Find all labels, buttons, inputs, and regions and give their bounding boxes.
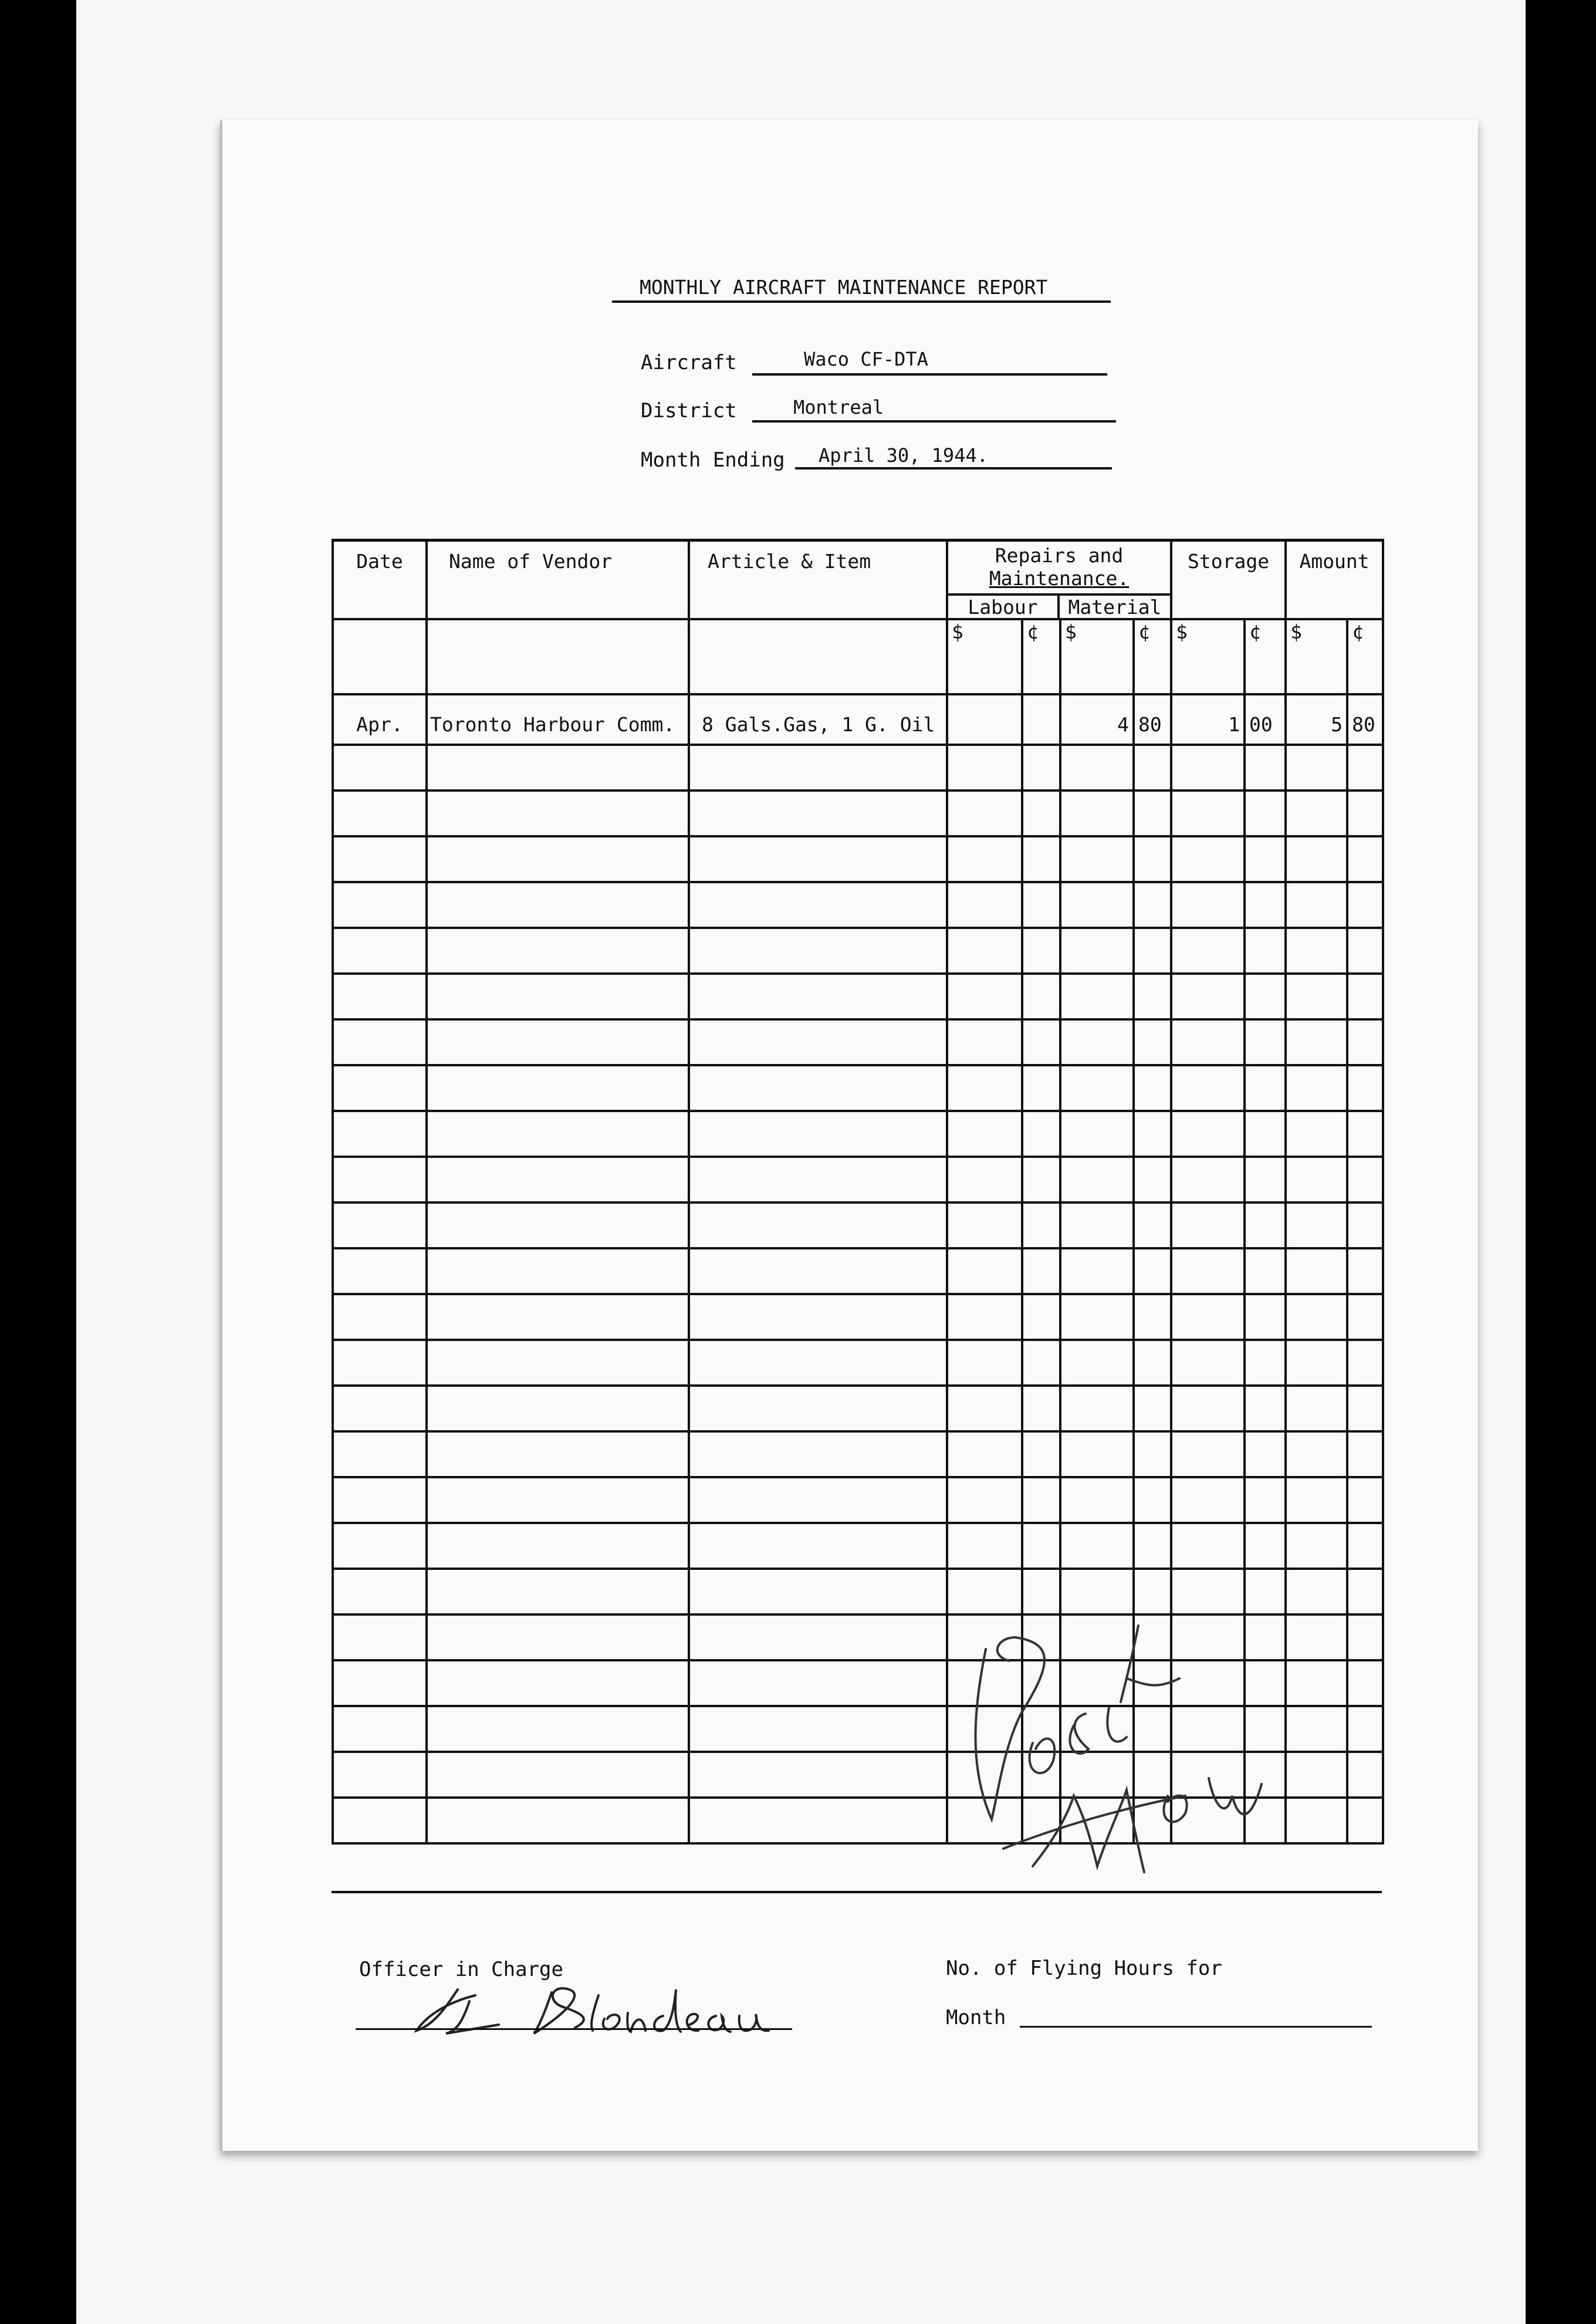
table-cell bbox=[1134, 1019, 1171, 1065]
table-cell bbox=[333, 745, 427, 791]
table-cell bbox=[333, 1614, 427, 1660]
table-cell bbox=[1347, 836, 1383, 882]
district-underline bbox=[752, 420, 1116, 423]
table-cell bbox=[1245, 1202, 1286, 1248]
table-cell bbox=[1286, 1706, 1347, 1752]
table-cell bbox=[1171, 1340, 1245, 1386]
table-cell bbox=[1060, 1019, 1134, 1065]
table-cell bbox=[427, 1340, 689, 1386]
table-cell bbox=[1171, 928, 1245, 974]
table-cell bbox=[1060, 745, 1134, 791]
table-cell bbox=[1245, 1157, 1286, 1202]
table-row bbox=[333, 1111, 1383, 1157]
posted-handwriting bbox=[933, 1573, 1285, 1878]
date-header: Date bbox=[333, 541, 427, 620]
table-cell bbox=[1347, 1202, 1383, 1248]
table-cell bbox=[1022, 1157, 1060, 1202]
row-vendor: Toronto Harbour Comm. bbox=[427, 694, 689, 745]
table-cell bbox=[1347, 1798, 1383, 1843]
table-cell bbox=[1245, 1523, 1286, 1569]
table-cell bbox=[1134, 745, 1171, 791]
table-cell bbox=[1347, 1340, 1383, 1386]
table-cell bbox=[1286, 1111, 1347, 1157]
table-cell bbox=[1245, 882, 1286, 928]
table-cell bbox=[333, 1386, 427, 1431]
table-cell bbox=[1347, 791, 1383, 836]
table-cell bbox=[333, 928, 427, 974]
table-cell bbox=[1286, 1477, 1347, 1523]
table-cell bbox=[1286, 1660, 1347, 1706]
table-cell bbox=[947, 1157, 1022, 1202]
table-cell bbox=[1286, 1798, 1347, 1843]
row-material-dollars: 4 bbox=[1060, 694, 1134, 745]
table-cell bbox=[427, 1431, 689, 1477]
table-cell bbox=[427, 928, 689, 974]
table-cell bbox=[1022, 974, 1060, 1019]
cent-sign: ¢ bbox=[1245, 619, 1286, 694]
table-cell bbox=[427, 745, 689, 791]
table-cell bbox=[1134, 1294, 1171, 1340]
row-labour-cents bbox=[1022, 694, 1060, 745]
table-cell bbox=[1060, 836, 1134, 882]
table-cell bbox=[1060, 1523, 1134, 1569]
table-cell bbox=[1286, 928, 1347, 974]
table-cell bbox=[1060, 1248, 1134, 1294]
cent-sign: ¢ bbox=[1134, 619, 1171, 694]
table-cell bbox=[947, 974, 1022, 1019]
table-cell bbox=[333, 1340, 427, 1386]
table-cell bbox=[427, 1248, 689, 1294]
table-cell bbox=[689, 1202, 947, 1248]
table-cell bbox=[1171, 1294, 1245, 1340]
table-cell bbox=[1245, 928, 1286, 974]
table-cell bbox=[689, 1798, 947, 1843]
table-cell bbox=[333, 974, 427, 1019]
table-cell bbox=[1134, 1202, 1171, 1248]
table-cell bbox=[1134, 791, 1171, 836]
table-row bbox=[333, 1019, 1383, 1065]
title-underline bbox=[612, 300, 1111, 303]
table-cell bbox=[333, 1248, 427, 1294]
table-cell bbox=[1347, 1660, 1383, 1706]
table-cell bbox=[1245, 974, 1286, 1019]
table-cell bbox=[1022, 1340, 1060, 1386]
table-row bbox=[333, 1157, 1383, 1202]
table-cell bbox=[427, 1752, 689, 1798]
month-ending-value: April 30, 1944. bbox=[819, 444, 988, 467]
table-cell bbox=[333, 1202, 427, 1248]
table-cell bbox=[1060, 882, 1134, 928]
table-cell bbox=[689, 1248, 947, 1294]
table-row bbox=[333, 928, 1383, 974]
table-cell bbox=[689, 1065, 947, 1111]
table-cell bbox=[1060, 1202, 1134, 1248]
table-cell bbox=[1347, 928, 1383, 974]
table-cell bbox=[1022, 1111, 1060, 1157]
labour-header: Labour bbox=[948, 596, 1060, 618]
table-cell bbox=[333, 836, 427, 882]
table-cell bbox=[1134, 882, 1171, 928]
table-cell bbox=[1171, 1065, 1245, 1111]
table-cell bbox=[427, 1523, 689, 1569]
table-cell bbox=[1347, 1569, 1383, 1614]
table-cell bbox=[1060, 1431, 1134, 1477]
table-cell bbox=[1022, 836, 1060, 882]
table-cell bbox=[689, 1019, 947, 1065]
district-label: District bbox=[641, 399, 737, 423]
table-row bbox=[333, 1248, 1383, 1294]
table-cell bbox=[333, 1157, 427, 1202]
dollar-sign: $ bbox=[1286, 619, 1347, 694]
flying-hours-line bbox=[1020, 2026, 1372, 2028]
aircraft-value: Waco CF-DTA bbox=[804, 348, 928, 370]
table-cell bbox=[427, 1386, 689, 1431]
table-cell bbox=[1245, 1065, 1286, 1111]
table-cell bbox=[1347, 882, 1383, 928]
table-cell bbox=[1347, 974, 1383, 1019]
table-cell bbox=[1134, 1065, 1171, 1111]
table-cell bbox=[1245, 1477, 1286, 1523]
table-cell bbox=[1060, 1111, 1134, 1157]
table-cell bbox=[1022, 928, 1060, 974]
table-cell bbox=[1347, 1294, 1383, 1340]
table-cell bbox=[1060, 1386, 1134, 1431]
row-storage-dollars: 1 bbox=[1171, 694, 1245, 745]
table-cell bbox=[1022, 1019, 1060, 1065]
table-cell bbox=[1245, 791, 1286, 836]
table-cell bbox=[1022, 791, 1060, 836]
table-cell bbox=[427, 1614, 689, 1660]
table-cell bbox=[1171, 882, 1245, 928]
table-cell bbox=[1286, 1569, 1347, 1614]
table-cell bbox=[1347, 1019, 1383, 1065]
table-cell bbox=[1060, 928, 1134, 974]
storage-header: Storage bbox=[1171, 541, 1286, 620]
table-row bbox=[333, 1431, 1383, 1477]
table-cell bbox=[1171, 1157, 1245, 1202]
table-cell bbox=[1347, 1752, 1383, 1798]
table-cell bbox=[947, 1202, 1022, 1248]
table-cell bbox=[947, 928, 1022, 974]
table-cell bbox=[689, 1477, 947, 1523]
table-cell bbox=[689, 1340, 947, 1386]
table-cell bbox=[1245, 836, 1286, 882]
table-cell bbox=[333, 1111, 427, 1157]
table-cell bbox=[689, 1569, 947, 1614]
table-cell bbox=[1022, 1294, 1060, 1340]
table-cell bbox=[427, 791, 689, 836]
table-cell bbox=[947, 1248, 1022, 1294]
table-cell bbox=[1022, 882, 1060, 928]
currency-row bbox=[333, 619, 1383, 694]
table-cell bbox=[427, 1294, 689, 1340]
table-cell bbox=[333, 1798, 427, 1843]
table-cell bbox=[1286, 836, 1347, 882]
repairs-header bbox=[947, 541, 1171, 620]
table-cell bbox=[1134, 1248, 1171, 1294]
table-cell bbox=[947, 745, 1022, 791]
table-cell bbox=[1245, 1019, 1286, 1065]
table-cell bbox=[427, 1477, 689, 1523]
table-cell bbox=[689, 1111, 947, 1157]
table-cell bbox=[1134, 1386, 1171, 1431]
row-article: 8 Gals.Gas, 1 G. Oil bbox=[689, 694, 947, 745]
cent-sign: ¢ bbox=[1347, 619, 1383, 694]
table-cell bbox=[1171, 791, 1245, 836]
row-date: Apr. bbox=[333, 694, 427, 745]
repairs-header-line1: Repairs and bbox=[995, 544, 1124, 567]
table-cell bbox=[1060, 791, 1134, 836]
table-cell bbox=[333, 1431, 427, 1477]
table-cell bbox=[947, 1477, 1022, 1523]
table-cell bbox=[1347, 1614, 1383, 1660]
table-cell bbox=[1022, 1523, 1060, 1569]
table-cell bbox=[1347, 745, 1383, 791]
table-cell bbox=[1286, 1340, 1347, 1386]
repairs-header-line2: Maintenance. bbox=[989, 567, 1130, 590]
table-cell bbox=[427, 1111, 689, 1157]
table-cell bbox=[1245, 1248, 1286, 1294]
table-cell bbox=[333, 1660, 427, 1706]
table-cell bbox=[689, 882, 947, 928]
table-cell bbox=[427, 1660, 689, 1706]
table-cell bbox=[1245, 1431, 1286, 1477]
table-cell bbox=[1134, 836, 1171, 882]
table-cell bbox=[1245, 1294, 1286, 1340]
amount-header: Amount bbox=[1286, 541, 1383, 620]
table-cell bbox=[1286, 1431, 1347, 1477]
form-title: MONTHLY AIRCRAFT MAINTENANCE REPORT bbox=[640, 276, 1048, 299]
table-cell bbox=[947, 1294, 1022, 1340]
table-cell bbox=[1347, 1477, 1383, 1523]
table-cell bbox=[333, 882, 427, 928]
table-cell bbox=[427, 974, 689, 1019]
table-cell bbox=[1022, 745, 1060, 791]
table-cell bbox=[1171, 1386, 1245, 1431]
table-cell bbox=[947, 1431, 1022, 1477]
table-cell bbox=[1171, 1111, 1245, 1157]
table-cell bbox=[1245, 745, 1286, 791]
table-cell bbox=[333, 1065, 427, 1111]
table-cell bbox=[689, 1706, 947, 1752]
table-cell bbox=[1347, 1431, 1383, 1477]
table-cell bbox=[333, 1019, 427, 1065]
table-cell bbox=[689, 974, 947, 1019]
month-ending-label: Month Ending bbox=[641, 448, 785, 472]
table-cell bbox=[689, 1157, 947, 1202]
table-cell bbox=[1286, 1019, 1347, 1065]
table-cell bbox=[1286, 1065, 1347, 1111]
table-cell bbox=[1022, 1065, 1060, 1111]
table-cell bbox=[947, 791, 1022, 836]
table-cell bbox=[1171, 1248, 1245, 1294]
row-storage-cents: 00 bbox=[1245, 694, 1286, 745]
table-cell bbox=[1347, 1523, 1383, 1569]
table-cell bbox=[689, 745, 947, 791]
table-cell bbox=[1171, 1477, 1245, 1523]
header-row bbox=[333, 541, 1383, 620]
table-cell bbox=[1347, 1065, 1383, 1111]
table-cell bbox=[1134, 1431, 1171, 1477]
table-cell bbox=[1134, 1340, 1171, 1386]
table-cell bbox=[947, 836, 1022, 882]
table-row bbox=[333, 836, 1383, 882]
table-cell bbox=[427, 882, 689, 928]
table-cell bbox=[427, 1019, 689, 1065]
flying-hours-month-label: Month bbox=[946, 2006, 1006, 2029]
table-cell bbox=[1171, 836, 1245, 882]
dollar-sign: $ bbox=[1171, 619, 1245, 694]
table-row bbox=[333, 1523, 1383, 1569]
table-cell bbox=[947, 882, 1022, 928]
table-cell bbox=[1286, 882, 1347, 928]
table-cell bbox=[689, 791, 947, 836]
table-cell bbox=[947, 1065, 1022, 1111]
table-cell bbox=[947, 1386, 1022, 1431]
vendor-header: Name of Vendor bbox=[427, 541, 689, 620]
table-cell bbox=[1060, 1477, 1134, 1523]
row-amount-dollars: 5 bbox=[1286, 694, 1347, 745]
table-row bbox=[333, 1065, 1383, 1111]
row-amount-cents: 80 bbox=[1347, 694, 1383, 745]
aircraft-label: Aircraft bbox=[641, 351, 737, 374]
table-cell bbox=[689, 1660, 947, 1706]
table-cell bbox=[1060, 1340, 1134, 1386]
table-cell bbox=[1286, 1386, 1347, 1431]
cent-sign: ¢ bbox=[1022, 619, 1060, 694]
table-cell bbox=[1134, 928, 1171, 974]
table-bottom-rule bbox=[332, 1891, 1382, 1893]
table-cell bbox=[1060, 974, 1134, 1019]
district-value: Montreal bbox=[793, 396, 884, 418]
table-cell bbox=[1347, 1706, 1383, 1752]
flying-hours-label: No. of Flying Hours for bbox=[946, 1957, 1222, 1980]
table-cell bbox=[1347, 1386, 1383, 1431]
table-cell bbox=[427, 1157, 689, 1202]
table-cell bbox=[1022, 1202, 1060, 1248]
table-cell bbox=[689, 1752, 947, 1798]
table-cell bbox=[333, 1569, 427, 1614]
table-cell bbox=[427, 836, 689, 882]
table-cell bbox=[947, 1340, 1022, 1386]
table-row bbox=[333, 745, 1383, 791]
table-cell bbox=[947, 1111, 1022, 1157]
table-row bbox=[333, 1294, 1383, 1340]
table-cell bbox=[1022, 1386, 1060, 1431]
table-cell bbox=[427, 1798, 689, 1843]
table-cell bbox=[1245, 1340, 1286, 1386]
table-cell bbox=[1286, 1614, 1347, 1660]
table-cell bbox=[1286, 1752, 1347, 1798]
table-cell bbox=[689, 1386, 947, 1431]
table-cell bbox=[1060, 1294, 1134, 1340]
table-cell bbox=[1134, 1477, 1171, 1523]
table-cell bbox=[689, 1614, 947, 1660]
table-cell bbox=[1286, 791, 1347, 836]
dollar-sign: $ bbox=[1060, 619, 1134, 694]
table-cell bbox=[1171, 1431, 1245, 1477]
table-cell bbox=[689, 836, 947, 882]
table-cell bbox=[1286, 1157, 1347, 1202]
aircraft-underline bbox=[752, 373, 1107, 376]
table-cell bbox=[1134, 1523, 1171, 1569]
table-cell bbox=[333, 1752, 427, 1798]
table-row bbox=[333, 974, 1383, 1019]
article-header: Article & Item bbox=[689, 541, 947, 620]
table-row bbox=[333, 882, 1383, 928]
officer-signature bbox=[405, 1978, 792, 2042]
table-cell bbox=[689, 1523, 947, 1569]
table-cell bbox=[1286, 1294, 1347, 1340]
row-labour-dollars bbox=[947, 694, 1022, 745]
table-cell bbox=[1022, 1477, 1060, 1523]
table-cell bbox=[333, 1477, 427, 1523]
table-row bbox=[333, 1202, 1383, 1248]
table-cell bbox=[1286, 1202, 1347, 1248]
table-cell bbox=[1022, 1248, 1060, 1294]
table-cell bbox=[1022, 1431, 1060, 1477]
material-header: Material bbox=[1068, 596, 1162, 619]
table-cell bbox=[427, 1706, 689, 1752]
table-cell bbox=[1347, 1157, 1383, 1202]
table-cell bbox=[1286, 974, 1347, 1019]
table-cell bbox=[1134, 1157, 1171, 1202]
table-cell bbox=[1134, 974, 1171, 1019]
officer-label: Officer in Charge bbox=[359, 1958, 563, 1981]
table-cell bbox=[689, 1431, 947, 1477]
table-cell bbox=[1171, 1202, 1245, 1248]
table-row bbox=[333, 1477, 1383, 1523]
table-cell bbox=[1171, 974, 1245, 1019]
table-cell bbox=[1347, 1248, 1383, 1294]
table-cell bbox=[947, 1523, 1022, 1569]
table-cell bbox=[1171, 745, 1245, 791]
officer-signature-line bbox=[356, 2028, 792, 2030]
dollar-sign: $ bbox=[947, 619, 1022, 694]
table-cell bbox=[427, 1569, 689, 1614]
table-row bbox=[333, 791, 1383, 836]
table-cell bbox=[333, 1706, 427, 1752]
table-cell bbox=[427, 1202, 689, 1248]
table-cell bbox=[1134, 1111, 1171, 1157]
table-cell bbox=[427, 1065, 689, 1111]
table-cell bbox=[333, 1294, 427, 1340]
table-cell bbox=[947, 1019, 1022, 1065]
table-row bbox=[333, 1340, 1383, 1386]
table-cell bbox=[1060, 1157, 1134, 1202]
table-cell bbox=[1245, 1386, 1286, 1431]
table-row bbox=[333, 694, 1383, 745]
table-cell bbox=[1286, 1248, 1347, 1294]
table-cell bbox=[1286, 745, 1347, 791]
table-cell bbox=[689, 1294, 947, 1340]
table-cell bbox=[689, 928, 947, 974]
table-cell bbox=[1060, 1065, 1134, 1111]
table-cell bbox=[1171, 1019, 1245, 1065]
table-cell bbox=[1347, 1111, 1383, 1157]
labour-material-subheader bbox=[948, 593, 1170, 618]
row-material-cents: 80 bbox=[1134, 694, 1171, 745]
table-cell bbox=[333, 791, 427, 836]
table-cell bbox=[333, 1523, 427, 1569]
table-cell bbox=[1286, 1523, 1347, 1569]
month-ending-underline bbox=[795, 467, 1112, 469]
table-cell bbox=[1245, 1111, 1286, 1157]
table-row bbox=[333, 1386, 1383, 1431]
table-cell bbox=[1171, 1523, 1245, 1569]
